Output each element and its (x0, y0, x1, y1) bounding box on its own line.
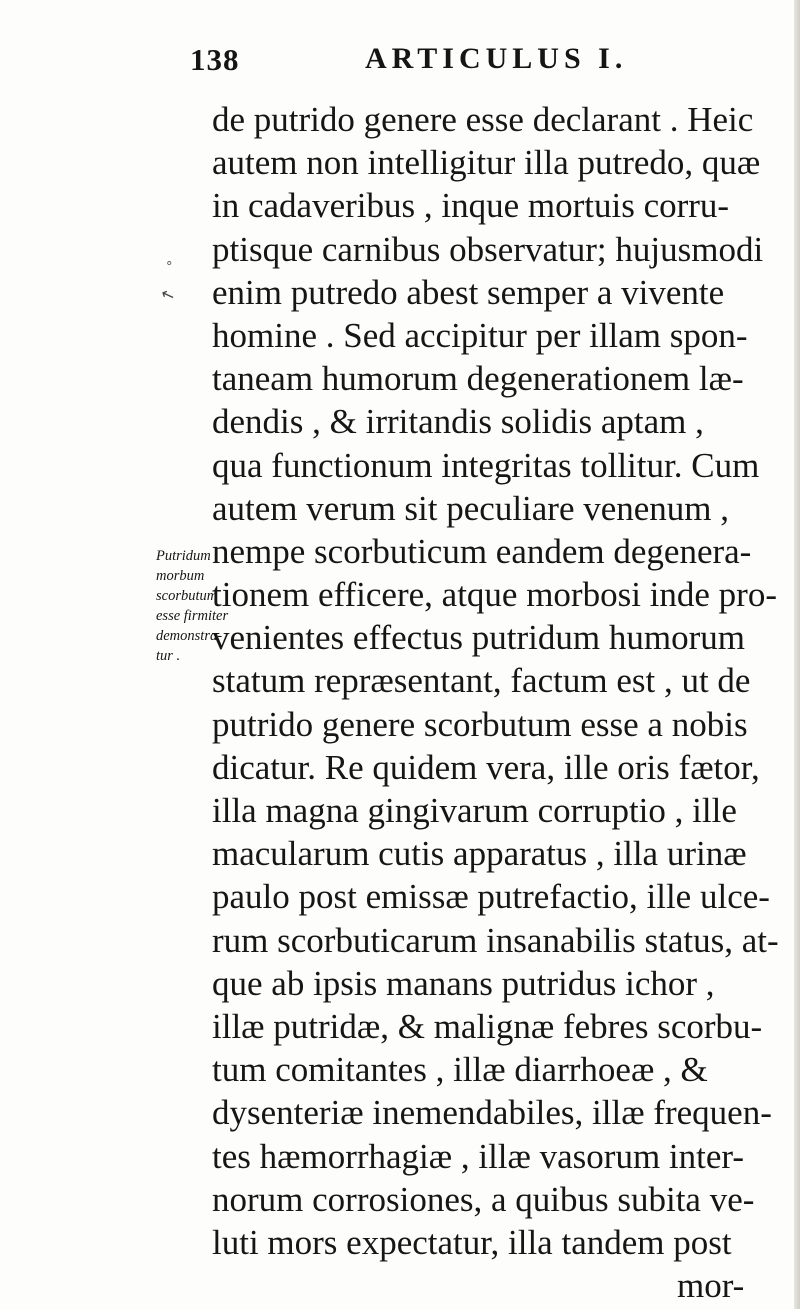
text-line: tionem efficere, atque morbosi inde pro- (212, 575, 777, 615)
margin-note-line: scorbutum (156, 588, 218, 604)
text-line: ptisque carnibus observatur; hujusmodi (212, 229, 764, 269)
text-line: putrido genere scorbutum esse a nobis (212, 704, 748, 744)
margin-arrow-mark: ↖ (158, 283, 178, 306)
text-line: tum comitantes , illæ diarrhoeæ , & (212, 1050, 708, 1090)
text-line: que ab ipsis manans putridus ichor , (212, 963, 715, 1003)
margin-mark-dot: ° (166, 260, 173, 275)
text-line: statum repræsentant, factum est , ut de (212, 661, 751, 701)
text-line: dicatur. Re quidem vera, ille oris fætor, (212, 747, 760, 787)
text-line: de putrido genere esse declarant . Heic (212, 100, 754, 139)
margin-note-line: esse firmiter (156, 608, 229, 624)
text-line: qua functionum integritas tollitur. Cum (212, 445, 760, 485)
text-line: enim putredo abest semper a vivente (212, 272, 725, 312)
margin-note (156, 547, 229, 666)
text-line: autem verum sit peculiare venenum , (212, 488, 730, 528)
text-line: dysenteriæ inemendabiles, illæ frequen- (212, 1093, 772, 1133)
text-line: norum corrosiones, a quibus subita ve- (212, 1179, 755, 1219)
text-line: venientes effectus putridum humorum (212, 618, 745, 658)
text-line: luti mors expectatur, illa tandem post (212, 1222, 732, 1262)
body-text (212, 98, 800, 1307)
text-line: taneam humorum degenerationem læ- (212, 359, 744, 399)
text-line: in cadaveribus , inque mortuis corru- (212, 186, 730, 226)
text-line: macularum cutis apparatus , illa urinæ (212, 834, 747, 874)
margin-note-line: morbum (156, 568, 205, 584)
text-line: dendis , & irritandis solidis aptam , (212, 402, 704, 442)
text-line: nempe scorbuticum eandem degenera- (212, 531, 752, 571)
text-line: autem non intelligitur illa putredo, quæ (212, 143, 761, 183)
running-title: ARTICULUS I. (365, 42, 628, 75)
text-line: rum scorbuticarum insanabilis status, at- (212, 920, 779, 960)
text-line: homine . Sed accipitur per illam spon- (212, 315, 748, 355)
margin-note-line: Putridum (156, 548, 211, 564)
text-line: illa magna gingivarum corruptio , ille (212, 791, 737, 830)
running-head (0, 42, 800, 82)
margin-note-line: tur . (156, 648, 181, 664)
catchword: mor- (677, 1266, 745, 1306)
text-line: tes hæmorrhagiæ , illæ vasorum inter- (212, 1136, 745, 1176)
text-line: paulo post emissæ putrefactio, ille ulce- (212, 877, 770, 917)
page-number: 138 (190, 42, 240, 77)
margin-note-line: demonstra- (156, 628, 223, 644)
text-line: illæ putridæ, & malignæ febres scorbu- (212, 1006, 763, 1046)
